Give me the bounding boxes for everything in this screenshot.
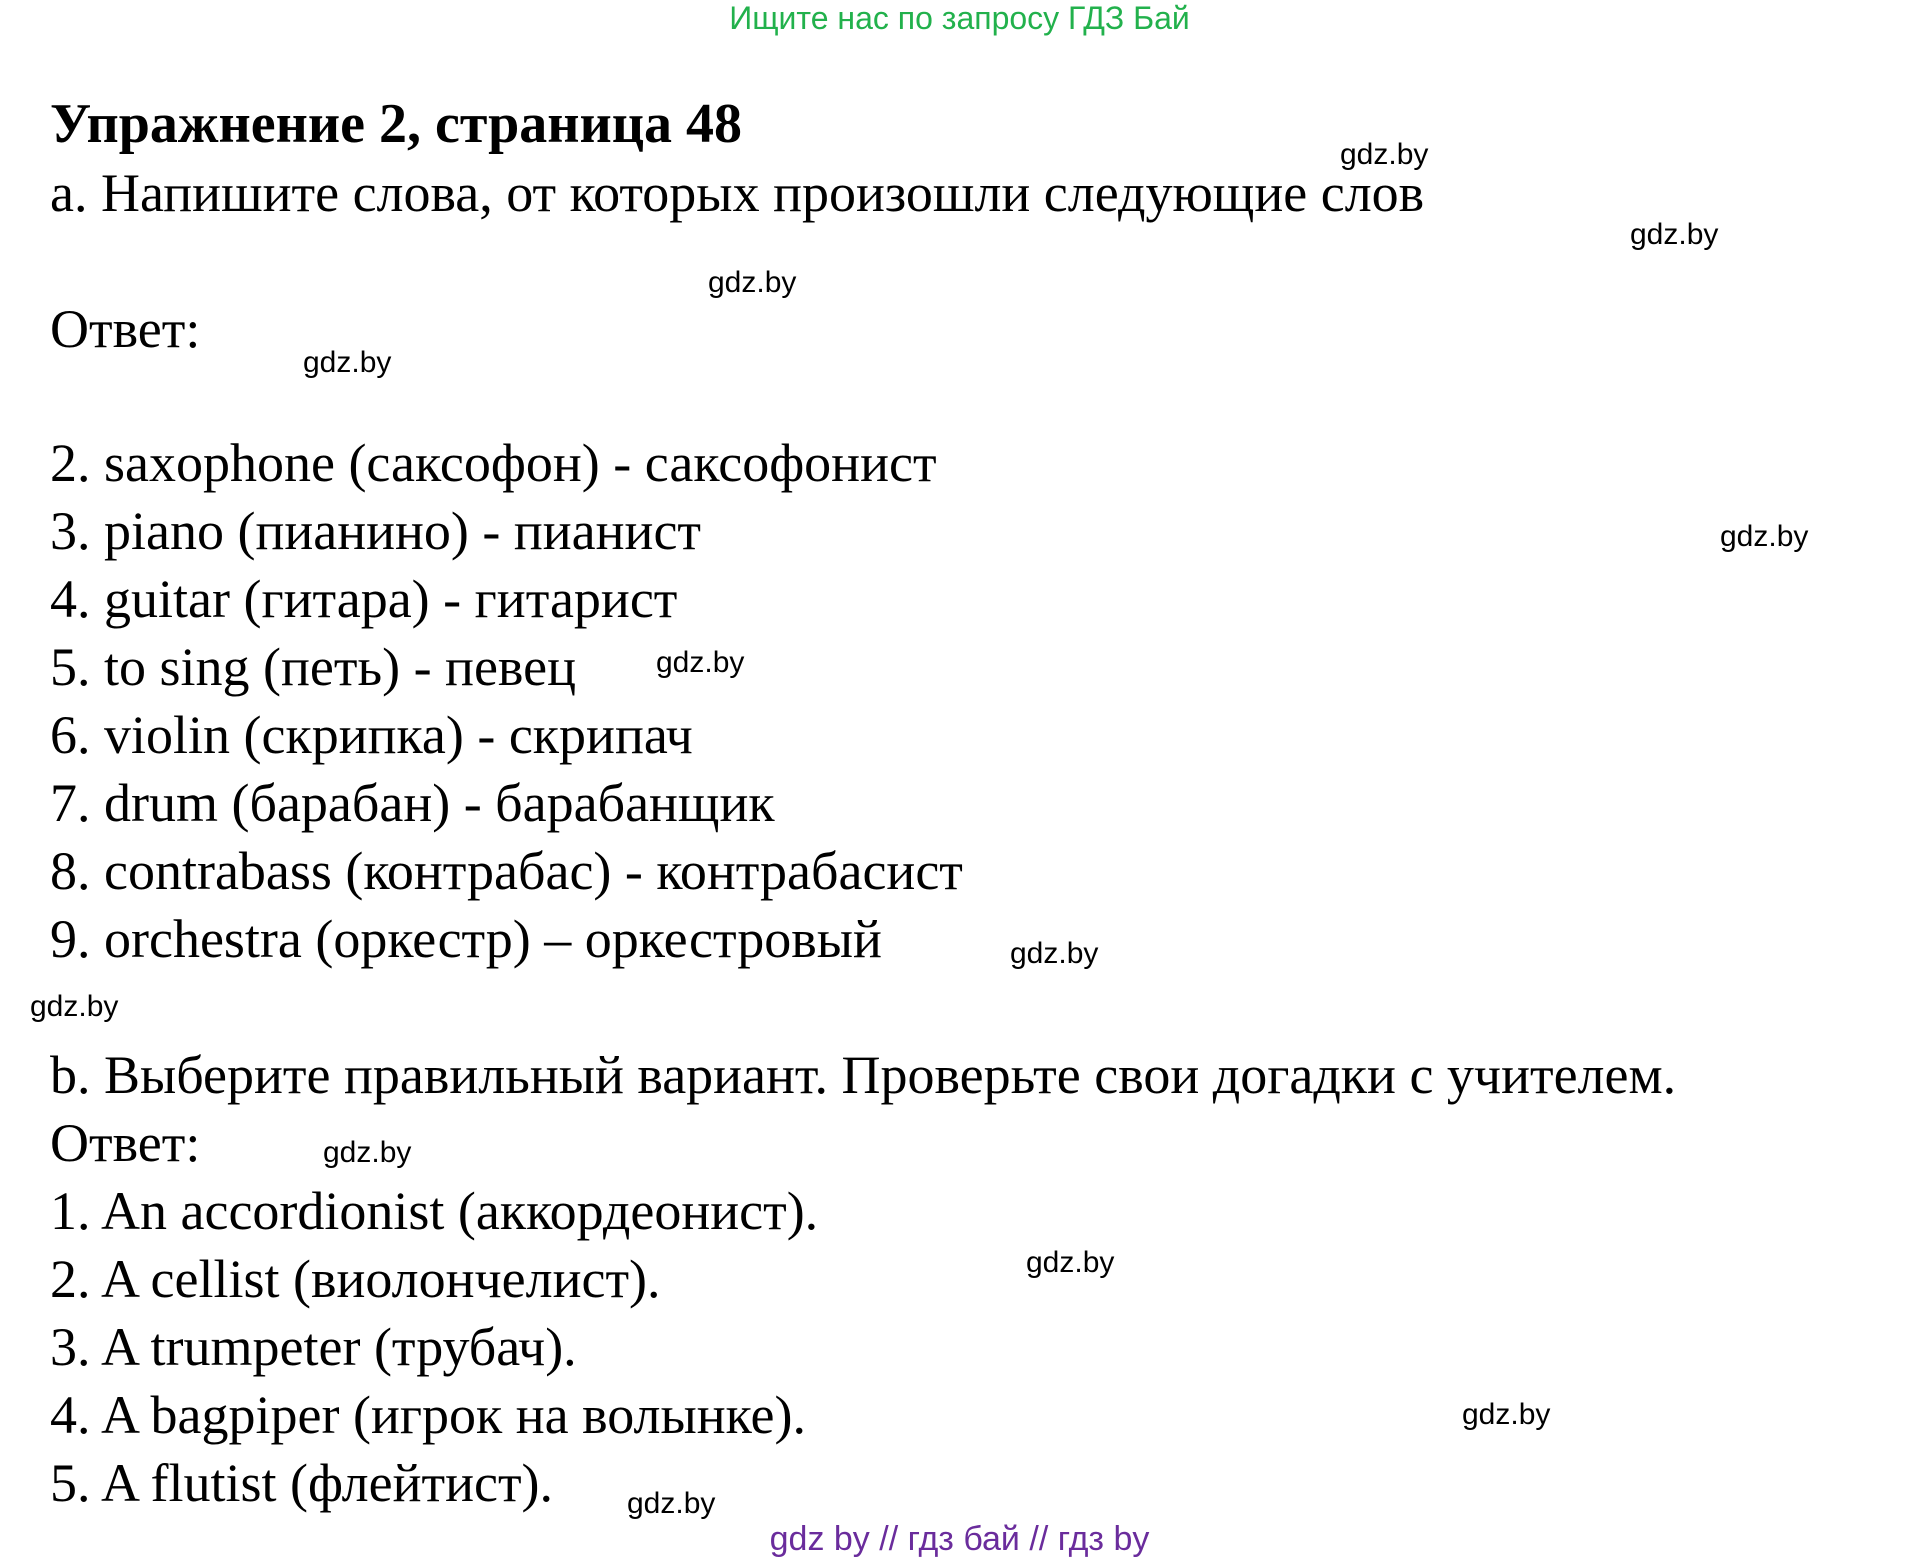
answer-item: 1. An accordionist (аккордеонист). — [50, 1181, 819, 1241]
top-banner: Ищите нас по запросу ГДЗ Бай — [729, 0, 1190, 36]
answer-item: 2. saxophone (саксофон) - саксофонист — [50, 433, 937, 493]
answer-label-a: Ответ: — [50, 299, 201, 359]
answer-item: 5. A flutist (флейтист). — [50, 1453, 554, 1513]
answer-item: 4. guitar (гитара) - гитарист — [50, 569, 678, 629]
watermark: gdz.by — [1026, 1246, 1115, 1279]
watermark: gdz.by — [627, 1487, 716, 1520]
answer-item: 4. A bagpiper (игрок на волынке). — [50, 1385, 806, 1445]
answer-item: 9. orchestra (оркестр) – оркестровый — [50, 909, 882, 969]
answer-item: 8. contrabass (контрабас) - контрабасист — [50, 841, 963, 901]
watermark: gdz.by — [1340, 138, 1429, 171]
task-b: b. Выберите правильный вариант. Проверьте свои догадки с учителем. — [50, 1045, 1677, 1105]
answer-item: 5. to sing (петь) - певец — [50, 637, 576, 697]
watermark: gdz.by — [323, 1136, 412, 1169]
watermark: gdz.by — [30, 990, 119, 1023]
answer-item: 3. piano (пианино) - пианист — [50, 501, 702, 561]
footer: gdz by // гдз бай // гдз by — [769, 1520, 1150, 1558]
watermark: gdz.by — [1010, 937, 1099, 970]
watermark: gdz.by — [1630, 218, 1719, 251]
answer-item: 2. A cellist (виолончелист). — [50, 1249, 661, 1309]
answer-item: 3. A trumpeter (трубач). — [50, 1317, 577, 1377]
watermark: gdz.by — [303, 346, 392, 379]
watermark: gdz.by — [1462, 1398, 1551, 1431]
task-a: a. Напишите слова, от которых произошли следующие слов — [50, 163, 1425, 223]
answer-item: 6. violin (скрипка) - скрипач — [50, 705, 693, 765]
page-title: Упражнение 2, страница 48 — [50, 93, 743, 155]
watermark: gdz.by — [1720, 520, 1809, 553]
answer-item: 7. drum (барабан) - барабанщик — [50, 773, 775, 833]
answer-label-b: Ответ: — [50, 1113, 201, 1173]
watermark: gdz.by — [656, 646, 745, 679]
watermark: gdz.by — [708, 266, 797, 299]
